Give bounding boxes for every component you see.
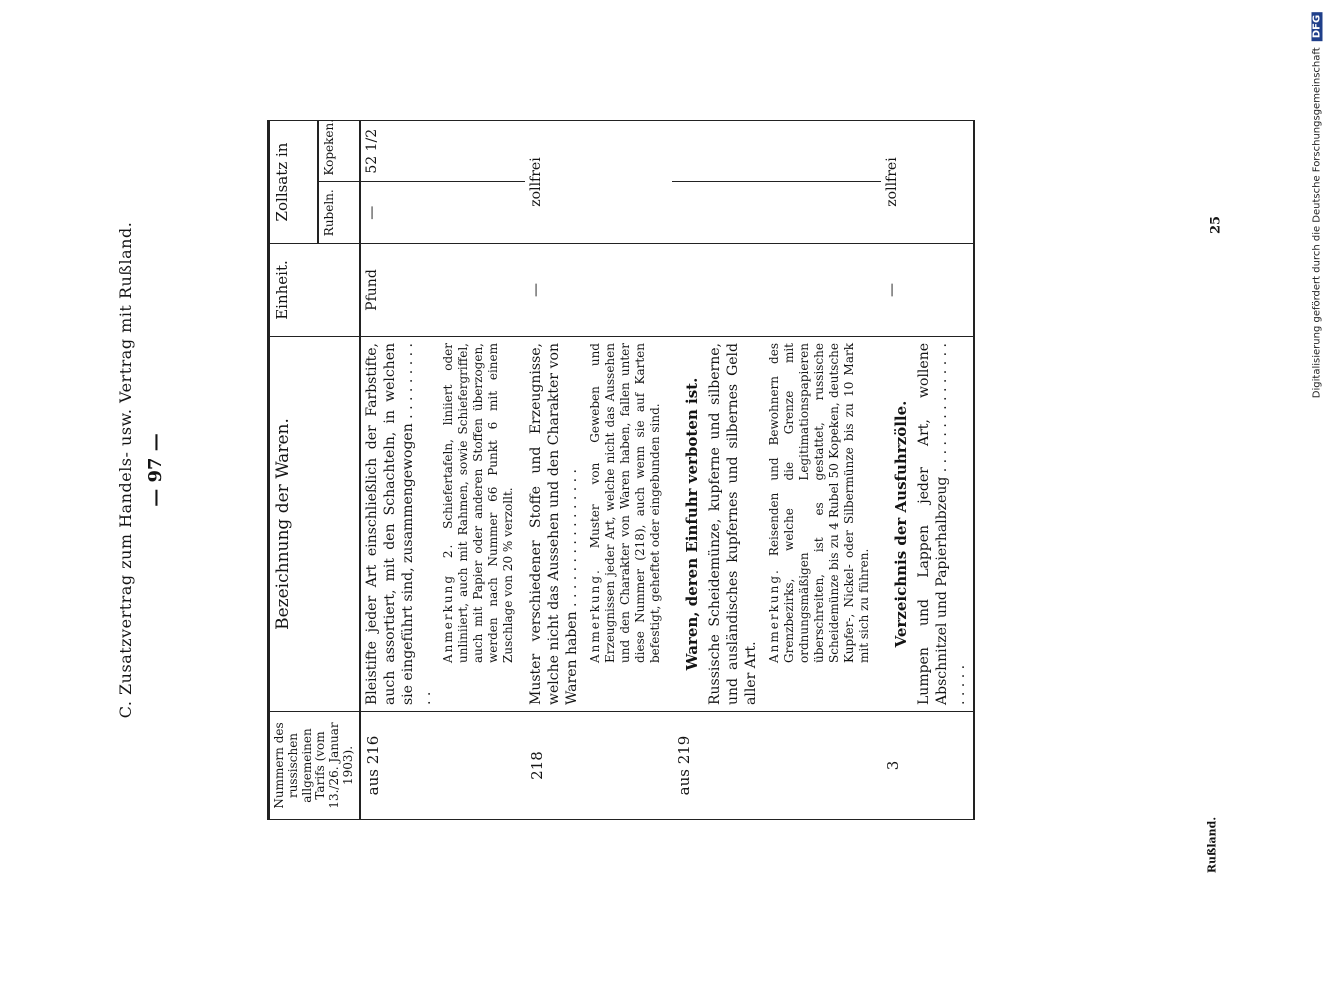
note-text: Reisenden und Bewohnern des Grenzbezirks, welche die Grenze mit ordnungsmäßigen Legitimationspapieren überschreiten, ist es gestattet, russische Scheidemünze bis zu 4 Rubel 50 Kopeken, deutsche Kupfer-, Nickel- oder Silbermünze bis zu 10 Mark mit sich zu führen. bbox=[766, 343, 871, 663]
goods-note bbox=[767, 343, 872, 705]
tariff-number: 218 bbox=[525, 712, 672, 820]
page-number: — 97 — bbox=[145, 433, 166, 507]
duty-free: zollfrei bbox=[525, 121, 672, 244]
goods-description: Russische Scheidemünze, kupferne und silberne, und ausländisches kupfernes und silbernes Geld aller Art. bbox=[707, 343, 759, 705]
goods-description-cell bbox=[360, 337, 526, 712]
note-label: Anmerkung. bbox=[588, 568, 603, 663]
unit: Pfund bbox=[360, 244, 526, 337]
unit: — bbox=[881, 244, 974, 337]
table-row bbox=[525, 121, 672, 820]
side-page-number: 25 bbox=[1208, 215, 1224, 235]
rate-rubles bbox=[672, 182, 881, 244]
goods-description: Lumpen und Lappen jeder Art, wollene Abschnitzel und Papierhalbzeug . . . . . . . . . . . . . . . . . . . . bbox=[915, 343, 968, 705]
document-page bbox=[112, 120, 1072, 820]
unit: — bbox=[525, 244, 672, 337]
header-zollsatz: Zollsatz in bbox=[269, 121, 319, 244]
goods-description-cell bbox=[672, 337, 881, 712]
header-kopeken: Kopeken. bbox=[318, 121, 359, 183]
duty-free: zollfrei bbox=[881, 121, 974, 244]
goods-description-cell bbox=[525, 337, 672, 712]
side-country-label: Rußland. bbox=[1205, 816, 1219, 874]
unit bbox=[672, 244, 881, 337]
header-bezeichnung: Bezeichnung der Waren. bbox=[269, 337, 360, 712]
note-text: Muster von Geweben und Erzeugnissen jeder Art, welche nicht das Aussehen und den Charakter von Waren haben, fallen unter diese Nummer (218), auch wenn sie auf Karten befestigt, geheftet oder eingebunden sind. bbox=[588, 343, 663, 663]
goods-description-cell bbox=[881, 337, 974, 712]
note-label: Anmerkung. bbox=[766, 568, 781, 663]
digitization-note-text: Digitalisierung gefördert durch die Deutsche Forschungsgemeinschaft bbox=[1311, 47, 1323, 399]
note-label: Anmerkung 2. bbox=[441, 542, 456, 663]
rate-kopeks: 52 1/2 bbox=[360, 121, 526, 183]
dfg-badge: DFG bbox=[1312, 12, 1323, 41]
tariff-number: aus 219 bbox=[672, 712, 881, 820]
goods-note bbox=[588, 343, 663, 705]
tariff-number: aus 216 bbox=[360, 712, 526, 820]
digitization-note bbox=[1312, 12, 1323, 398]
table-row bbox=[360, 121, 526, 820]
header-nummer: Nummern des russischen allgemeinen Tarifs (vom 13./26. Januar 1903). bbox=[269, 712, 360, 820]
section-heading: Waren, deren Einfuhr verboten ist. bbox=[683, 377, 702, 671]
tariff-number: 3 bbox=[881, 712, 974, 820]
goods-description: Muster verschiedener Stoffe und Erzeugnisse, welche nicht das Aussehen und den Charakter von Waren haben . . . . . . . . . . . . . . . . bbox=[528, 343, 581, 705]
table-row bbox=[672, 121, 881, 820]
tariff-table bbox=[267, 120, 975, 820]
goods-description: Bleistifte jeder Art einschließlich der Farbstifte, auch assortiert, mit den Schachteln, in welchen sie eingeführt sind, zusammengewogen . . . . . . . . . . . bbox=[363, 343, 434, 705]
section-heading: Verzeichnis der Ausfuhrzölle. bbox=[891, 400, 910, 648]
rate-rubles: — bbox=[360, 182, 526, 244]
page-header bbox=[112, 120, 182, 820]
rate-kopeks bbox=[672, 121, 881, 183]
table-row bbox=[881, 121, 974, 820]
header-rubeln: Rubeln. bbox=[318, 182, 359, 244]
goods-note bbox=[441, 343, 516, 705]
running-head: C. Zusatzvertrag zum Handels- usw. Vertrag mit Rußland. bbox=[116, 221, 135, 719]
note-text: Schiefertafeln, liniiert oder unliniiert, auch mit Rahmen, sowie Schiefergriffel, auch mit Papier oder anderen Stoffen überzogen, werden nach Nummer 66 Punkt 6 mit einem Zuschlage von 20 % verzollt. bbox=[441, 343, 516, 663]
header-einheit: Einheit. bbox=[269, 244, 360, 337]
